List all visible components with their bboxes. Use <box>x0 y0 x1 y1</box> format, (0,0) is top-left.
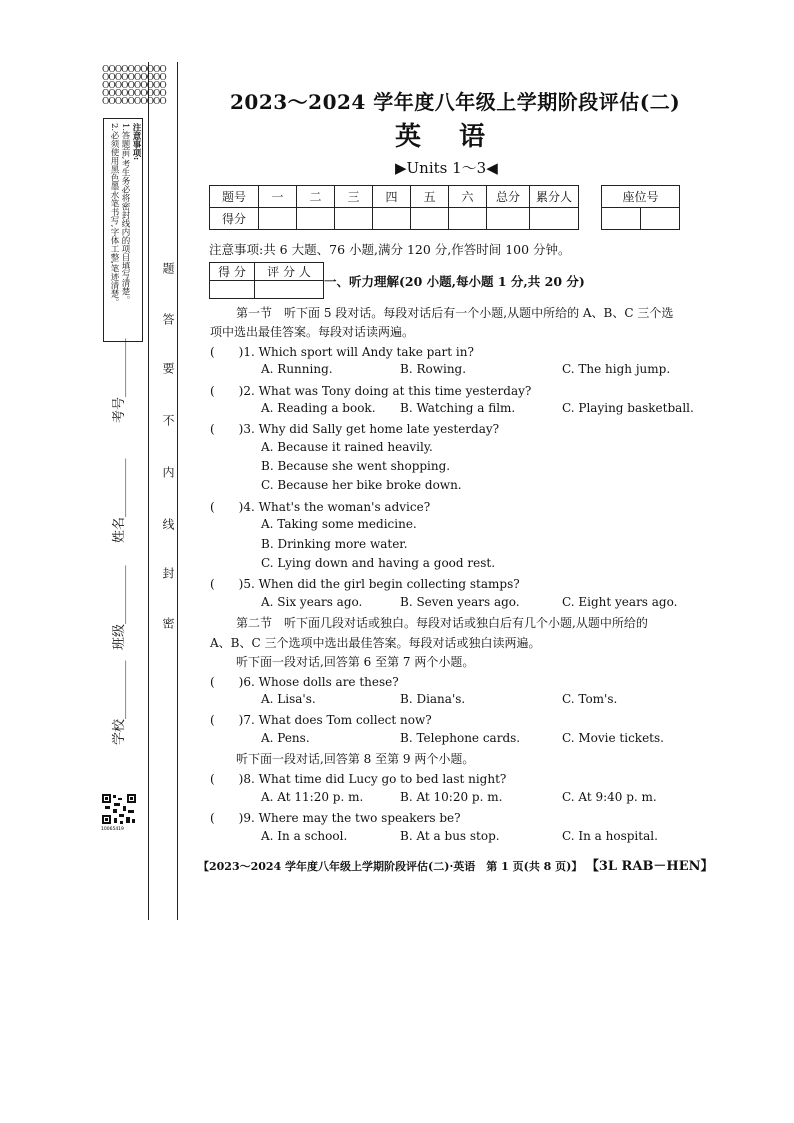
option-c[interactable]: C. Playing basketball. <box>562 401 694 415</box>
option-b[interactable]: B. Telephone cards. <box>400 731 521 745</box>
question: ( )7. What does Tom collect now? <box>210 713 432 727</box>
question: ( )9. Where may the two speakers be? <box>210 811 461 825</box>
option-a[interactable]: A. Reading a book. <box>261 401 376 415</box>
score-cell[interactable] <box>297 208 335 230</box>
option-b[interactable]: B. Because she went shopping. <box>261 459 451 473</box>
option-a[interactable]: A. Lisa's. <box>261 692 316 706</box>
option-b[interactable]: B. Rowing. <box>400 362 467 376</box>
score-cell[interactable] <box>530 208 579 230</box>
option-a[interactable]: A. Six years ago. <box>261 595 363 609</box>
grader-score-label: 得 分 <box>210 263 255 281</box>
seal-circles: OOOOOOOOOO OOOOOOOOOO OOOOOOOOOO OOOOOOOOOO OOOOOOOOOO <box>102 65 166 107</box>
grader-score-cell[interactable] <box>210 281 255 299</box>
listen-instruction: 听下面一段对话,回答第 6 至第 7 两个小题。 <box>236 655 475 669</box>
score-header-cell: 二 <box>297 186 335 208</box>
score-header-cell: 总分 <box>487 186 530 208</box>
class-field[interactable]: 班级_________ <box>112 565 127 650</box>
score-header-cell: 四 <box>373 186 411 208</box>
seal-char: 内 <box>161 466 175 478</box>
part1-intro: 第一节 听下面 5 段对话。每段对话后有一个小题,从题中所给的 A、B、C 三个选 <box>236 306 674 320</box>
id-field[interactable]: 考号_________ <box>112 338 127 423</box>
score-cell[interactable] <box>335 208 373 230</box>
seat-table <box>601 185 680 230</box>
notes-2: 2.必须使用黑色墨水笔书写,字体工整,笔迹清楚。 <box>109 123 119 307</box>
score-header-cell: 题号 <box>210 186 259 208</box>
question: ( )1. Which sport will Andy take part in? <box>210 345 474 359</box>
units-label: ▶Units 1～3◀ <box>395 159 498 177</box>
option-b[interactable]: B. Seven years ago. <box>400 595 520 609</box>
binding-line-outer <box>177 62 178 920</box>
question: ( )2. What was Tony doing at this time yesterday? <box>210 384 532 398</box>
option-a[interactable]: A. Pens. <box>261 731 310 745</box>
seal-char: 封 <box>161 567 175 579</box>
question: ( )8. What time did Lucy go to bed last night? <box>210 772 507 786</box>
option-c[interactable]: C. Lying down and having a good rest. <box>261 556 496 570</box>
grader-table <box>209 262 324 299</box>
binding-line <box>148 62 149 920</box>
score-table <box>209 185 579 230</box>
score-header-cell: 五 <box>411 186 449 208</box>
question: ( )6. Whose dolls are these? <box>210 675 399 689</box>
notes-box <box>103 118 143 342</box>
seat-cell[interactable] <box>641 208 680 230</box>
option-a[interactable]: A. Running. <box>261 362 333 376</box>
question: ( )3. Why did Sally get home late yesterday? <box>210 422 500 436</box>
exam-title: 2023～2024 学年度八年级上学期阶段评估(二) <box>230 90 681 114</box>
notes-title: 注意事项: <box>131 123 141 161</box>
section-heading: 一、听力理解(20 小题,每小题 1 分,共 20 分) <box>324 274 585 289</box>
option-b[interactable]: B. At 10:20 p. m. <box>400 790 503 804</box>
score-row-label: 得分 <box>210 208 259 230</box>
option-b[interactable]: B. Watching a film. <box>400 401 516 415</box>
svg-text:10065419: 10065419 <box>101 827 124 831</box>
option-c[interactable]: C. In a hospital. <box>562 829 658 843</box>
option-c[interactable]: C. Movie tickets. <box>562 731 664 745</box>
option-c[interactable]: C. Eight years ago. <box>562 595 678 609</box>
school-field[interactable]: 学校_________ <box>112 660 127 745</box>
score-cell[interactable] <box>411 208 449 230</box>
option-b[interactable]: B. At a bus stop. <box>400 829 500 843</box>
name-field[interactable]: 姓名_________ <box>112 458 127 543</box>
score-header-cell: 三 <box>335 186 373 208</box>
exam-notice: 注意事项:共 6 大题、76 小题,满分 120 分,作答时间 100 分钟。 <box>209 242 571 257</box>
footer-text: 【2023～2024 学年度八年级上学期阶段评估(二)·英语 第 1 页(共 8 页)】 <box>198 860 583 873</box>
option-c[interactable]: C. At 9:40 p. m. <box>562 790 657 804</box>
option-a[interactable]: A. Because it rained heavily. <box>261 440 433 454</box>
footer-code: 【3L RAB－HEN】 <box>592 859 714 874</box>
option-c[interactable]: C. Tom's. <box>562 692 618 706</box>
option-c[interactable]: C. Because her bike broke down. <box>261 478 462 492</box>
score-header-cell: 累分人 <box>530 186 579 208</box>
seal-char: 不 <box>161 414 175 426</box>
part2-intro-cont: A、B、C 三个选项中选出最佳答案。每段对话或独白读两遍。 <box>210 636 541 650</box>
score-cell[interactable] <box>487 208 530 230</box>
seal-char: 密 <box>161 617 175 629</box>
page-footer <box>198 855 714 874</box>
score-cell[interactable] <box>373 208 411 230</box>
option-a[interactable]: A. Taking some medicine. <box>261 517 417 531</box>
seal-char: 题 <box>161 262 175 274</box>
question: ( )4. What's the woman's advice? <box>210 500 431 514</box>
seat-label: 座位号 <box>602 186 680 208</box>
seal-char: 线 <box>161 518 175 530</box>
option-a[interactable]: A. At 11:20 p. m. <box>261 790 364 804</box>
score-header-cell: 六 <box>449 186 487 208</box>
part1-intro-cont: 项中选出最佳答案。每段对话读两遍。 <box>210 325 415 339</box>
listen-instruction: 听下面一段对话,回答第 8 至第 9 两个小题。 <box>236 752 475 766</box>
grader-name-cell[interactable] <box>255 281 324 299</box>
seal-char: 要 <box>161 362 175 374</box>
question: ( )5. When did the girl begin collecting stamps? <box>210 577 520 591</box>
qr-code-icon <box>101 793 137 831</box>
option-b[interactable]: B. Diana's. <box>400 692 466 706</box>
option-c[interactable]: C. The high jump. <box>562 362 671 376</box>
score-header-cell: 一 <box>259 186 297 208</box>
score-cell[interactable] <box>259 208 297 230</box>
subject-title: 英语 <box>395 122 524 152</box>
option-a[interactable]: A. In a school. <box>261 829 348 843</box>
grader-name-label: 评 分 人 <box>255 263 324 281</box>
score-cell[interactable] <box>449 208 487 230</box>
notes-1: 1.答题前,考生务必将密封线内的项目填写清楚。 <box>120 123 130 304</box>
part2-intro: 第二节 听下面几段对话或独白。每段对话或独白后有几个小题,从题中所给的 <box>236 616 648 630</box>
option-b[interactable]: B. Drinking more water. <box>261 537 408 551</box>
seal-char: 答 <box>161 313 175 325</box>
seat-cell[interactable] <box>602 208 641 230</box>
